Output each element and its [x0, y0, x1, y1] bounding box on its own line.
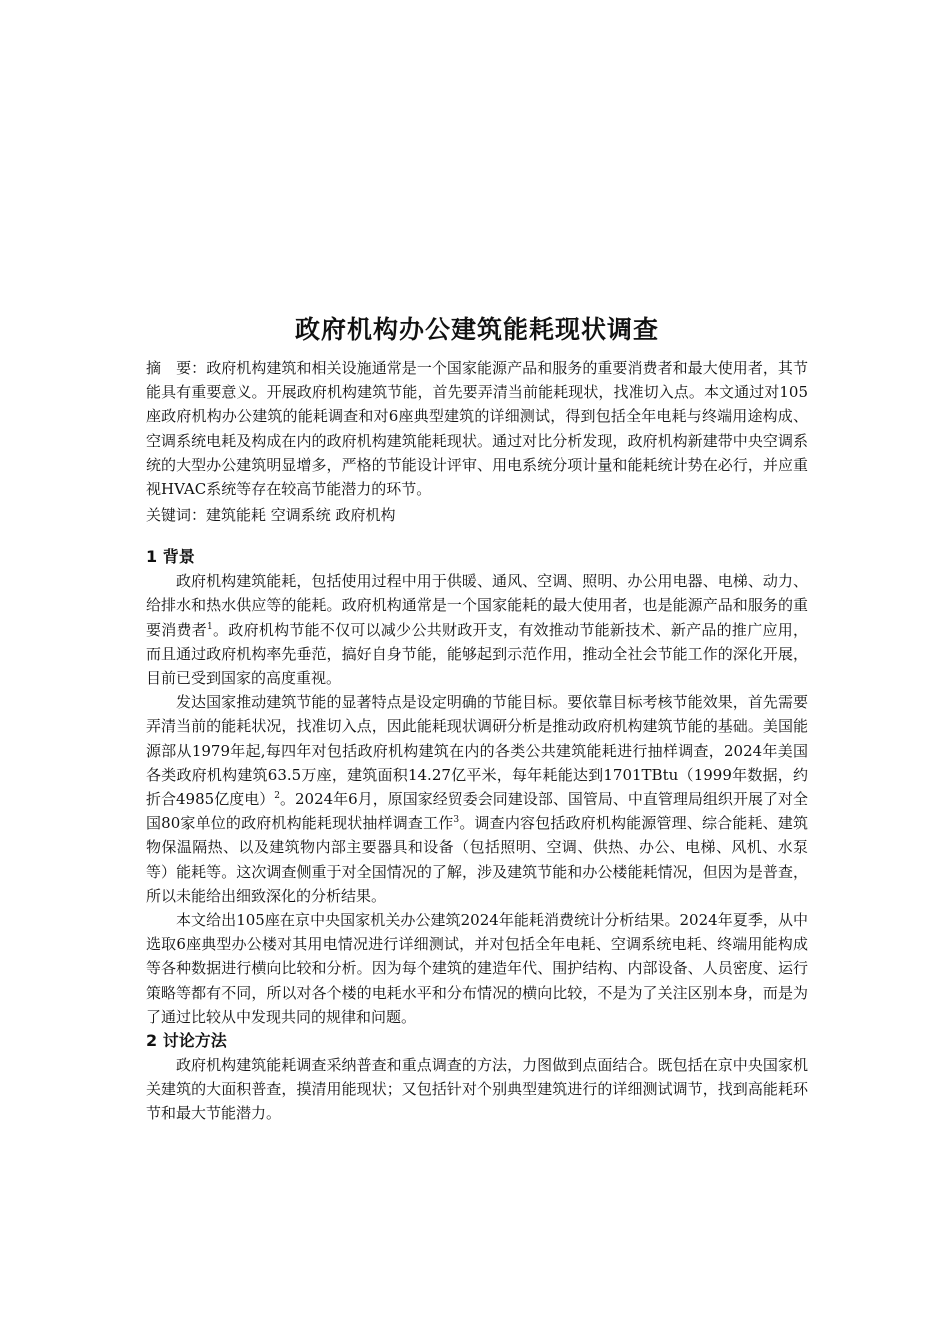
section-1-heading: 1 背景 [146, 547, 195, 567]
section-2-paragraph-1: 政府机构建筑能耗调查采纳普查和重点调查的方法，力图做到点面结合。既包括在京中央国家机关建筑的大面积普查，摸清用能现状；又包括针对个别典型建筑进行的详细测试调节，找到高能耗环节和最大节能潜力。 [146, 1056, 808, 1123]
section-1-paragraph-3: 本文给出105座在京中央国家机关办公建筑2024年能耗消费统计分析结果。2024年夏季，从中选取6座典型办公楼对其用电情况进行详细测试，并对包括全年电耗、空调系统电耗、终端用能构成等各种数据进行横向比较和分析。因为每个建筑的建造年代、围护结构、内部设备、人员密度、运行策略等都有不同，所以对各个楼的电耗水平和分布情况的横向比较，不是为了关注区别本身，而是为了通过比较从中发现共同的规律和问题。 [146, 911, 808, 1026]
section-2-heading: 2 讨论方法 [146, 1031, 227, 1051]
paragraph-text: 。政府机构节能不仅可以减少公共财政开支，有效推动节能新技术、新产品的推广应用，而且通过政府机构率先垂范，搞好自身节能，能够起到示范作用，推动全社会节能工作的深化开展，目前已受到国家的高度重视。 [146, 620, 808, 688]
keywords-text: 建筑能耗 空调系统 政府机构 [206, 506, 396, 525]
document-title: 政府机构办公建筑能耗现状调查 [294, 315, 659, 344]
footnote-ref: 2 [274, 791, 280, 802]
paragraph-text: 发达国家推动建筑节能的显著特点是设定明确的节能目标。要依靠目标考核节能效果，首先需要弄清当前的能耗状况，找准切入点，因此能耗现状调研分析是推动政府机构建筑节能的基础。美国能源部从1979年起,每四年对包括政府机构建筑在内的各类公共建筑能耗进行抽样调查，2024年美国各类政府机构建筑63.5万座，建筑面积14.27亿平米，每年耗能达到1701TBtu（1999年数据，约折合4985亿度电） [146, 693, 808, 809]
paragraph-text: 。2024年6月，原国家经贸委会同建设部、国管局、中直管理局组织开展了对全国80家单位的政府机构能耗现状抽样调查工作 [146, 790, 808, 833]
abstract [146, 356, 808, 501]
section-1-paragraph-2 [146, 690, 808, 908]
keywords-label: 关键词： [146, 506, 207, 525]
footnote-ref: 1 [207, 621, 213, 632]
footnote-ref: 3 [453, 815, 460, 826]
abstract-text: 政府机构建筑和相关设施通常是一个国家能源产品和服务的重要消费者和最大使用者，其节能具有重要意义。开展政府机构建筑节能，首先要弄清当前能耗现状，找准切入点。本文通过对105座政府机构办公建筑的能耗调查和对6座典型建筑的详细测试，得到包括全年电耗与终端用途构成、空调系统电耗及构成在内的政府机构建筑能耗现状。通过对比分析发现，政府机构新建带中央空调系统的大型办公建筑明显增多，严格的节能设计评审、用电系统分项计量和能耗统计势在必行，并应重视HVAC系统等存在较高节能潜力的环节。 [146, 359, 808, 499]
paragraph-text: 。调查内容包括政府机构能源管理、综合能耗、建筑物保温隔热、以及建筑物内部主要器具和设备（包括照明、空调、供热、办公、电梯、风机、水泵等）能耗等。这次调查侧重于对全国情况的了解，涉及建筑节能和办公楼能耗情况，但因为是普查，所以未能给出细致深化的分析结果。 [146, 814, 808, 905]
document-page [146, 312, 808, 1126]
paragraph-text: 政府机构建筑能耗，包括使用过程中用于供暖、通风、空调、照明、办公用电器、电梯、动力、给排水和热水供应等的能耗。政府机构通常是一个国家能耗的最大使用者，也是能源产品和服务的重要消费者 [146, 572, 808, 639]
abstract-label: 摘 要： [146, 359, 207, 377]
section-1-paragraph-1 [146, 569, 808, 690]
keywords [146, 503, 808, 527]
